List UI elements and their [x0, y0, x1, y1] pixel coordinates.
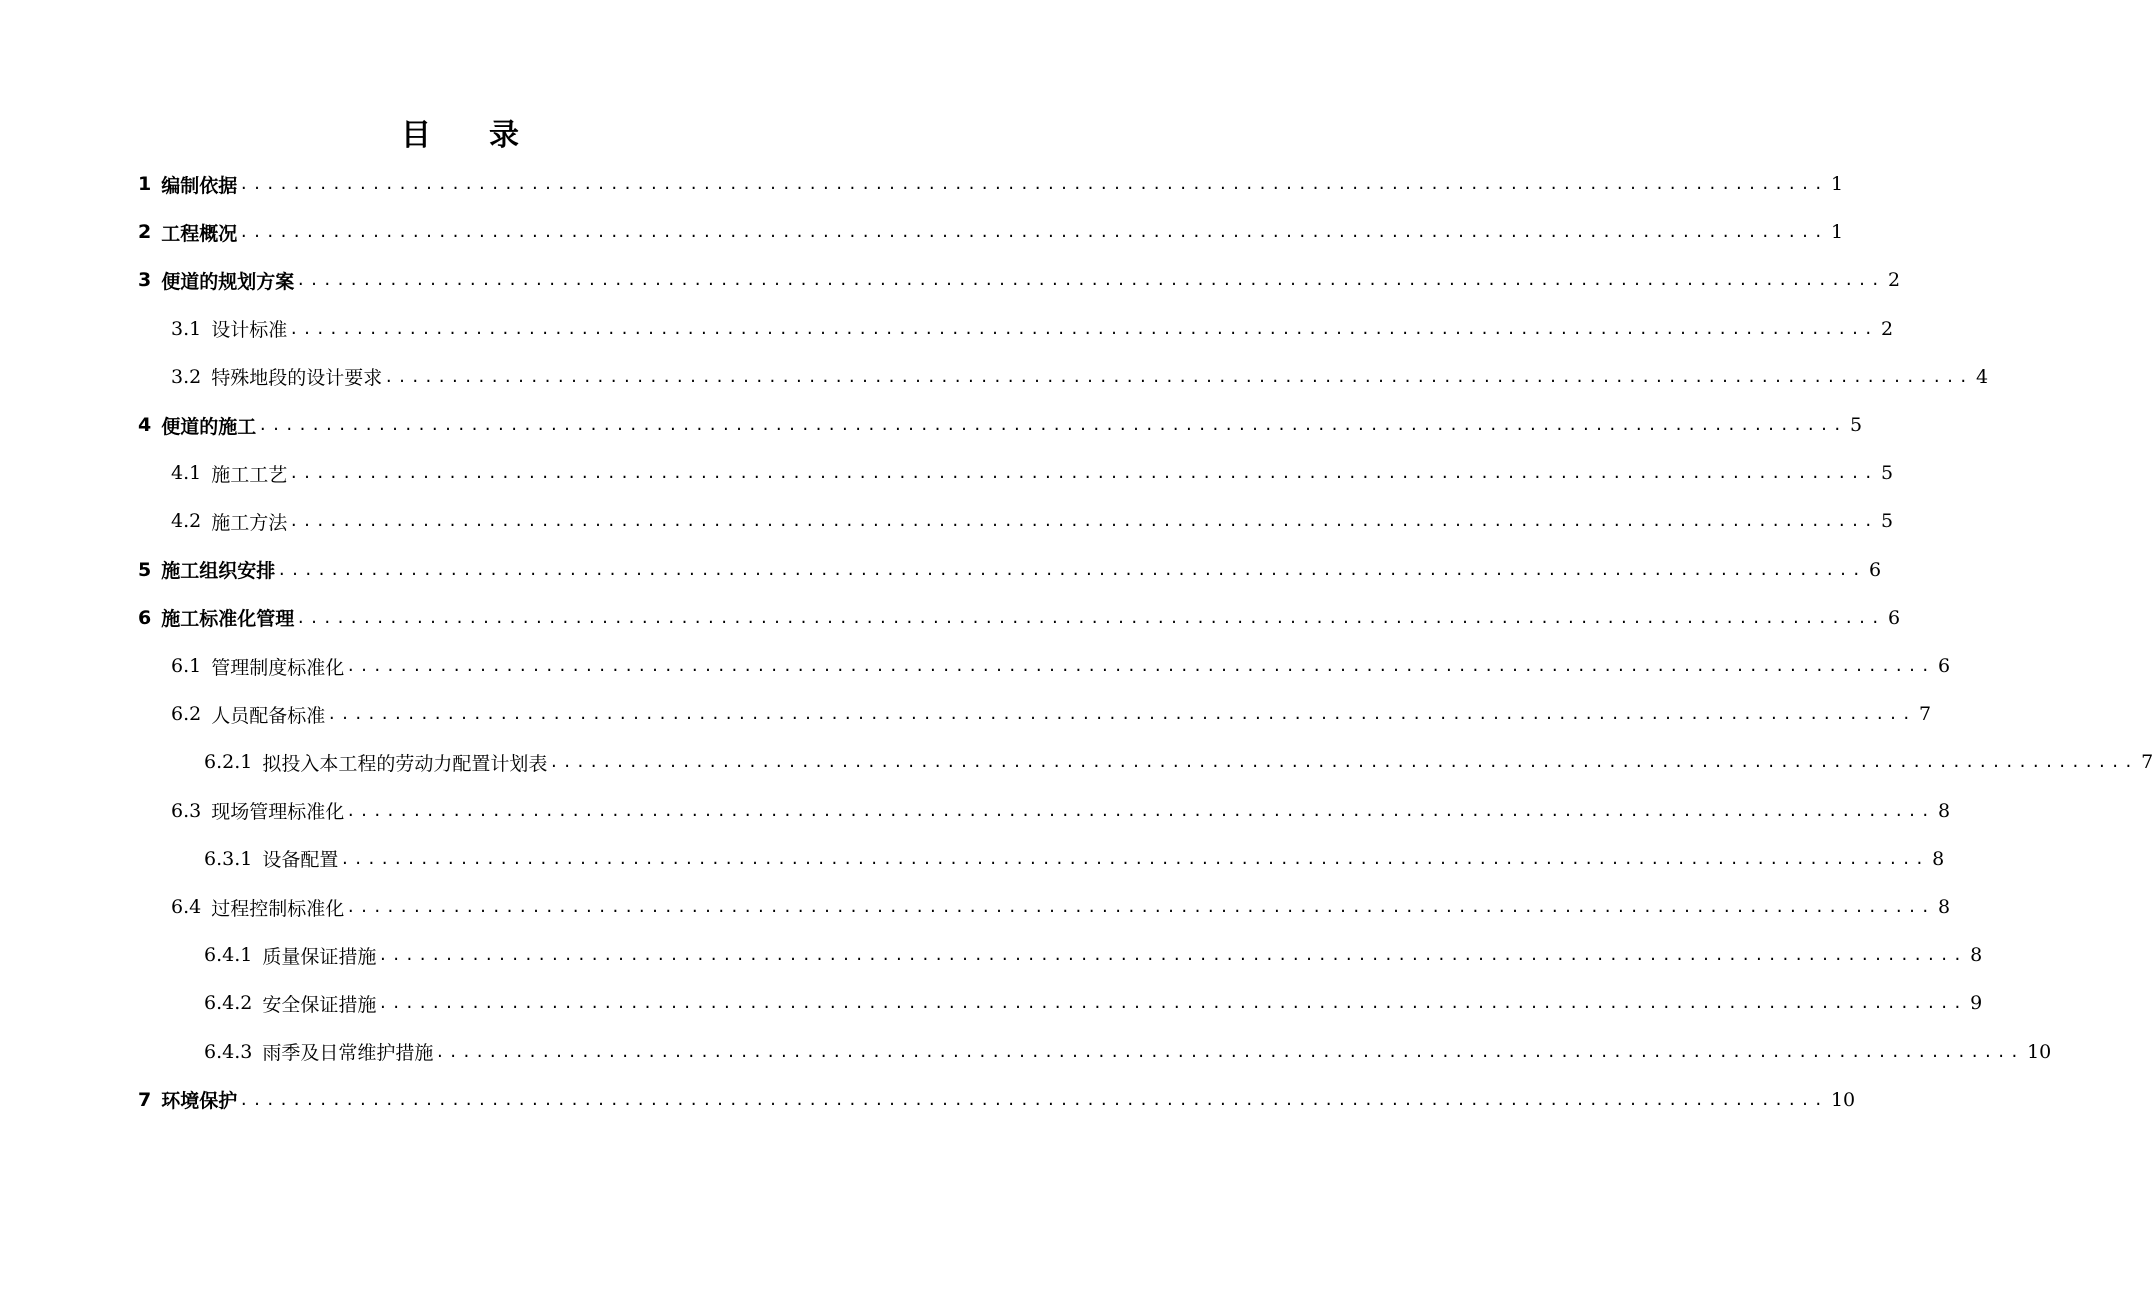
- toc-entry-number: 7: [138, 1088, 152, 1111]
- toc-entry-page-number: 8: [1932, 847, 1945, 870]
- toc-dot-leader: ........................................................................................................................: [277, 560, 1865, 579]
- toc-entry-title: 施工方法: [211, 511, 288, 534]
- toc-entry-page-number: 6: [1937, 655, 1951, 677]
- toc-dot-leader: ........................................................................................................................: [346, 657, 1934, 675]
- toc-dot-leader: ........................................................................................................................: [378, 994, 1967, 1013]
- toc-entry-page-number: 1: [1830, 221, 1844, 244]
- toc-entry-page-number: 1: [1830, 173, 1844, 195]
- toc-entry-number: 5: [138, 558, 152, 581]
- toc-dot-leader: ........................................................................................................................: [378, 946, 1967, 965]
- toc-entry-number: 6.3.1: [204, 847, 253, 870]
- toc-entry[interactable]: [138, 594, 1901, 642]
- toc-entry-number: 6.4.1: [204, 944, 253, 967]
- toc-dot-leader: ........................................................................................................................: [289, 464, 1877, 483]
- toc-entry-title: 施工标准化管理: [161, 608, 295, 631]
- toc-entry-title: 工程概况: [161, 222, 238, 245]
- toc-entry-page-number: 8: [1937, 799, 1951, 822]
- toc-entry-title: 过程控制标准化: [211, 897, 345, 920]
- toc-entry-title: 质量保证措施: [262, 945, 377, 968]
- toc-entry-number: 4: [138, 414, 152, 436]
- toc-entry-page-number: 5: [1880, 510, 1894, 533]
- toc-dot-leader: ........................................................................................................................: [549, 753, 2138, 772]
- toc-entry-title: 施工工艺: [211, 463, 288, 486]
- toc-entry-page-number: 5: [1849, 414, 1863, 436]
- toc-entry-page-number: 7: [1918, 703, 1932, 726]
- toc-entry-title: 拟投入本工程的劳动力配置计划表: [262, 752, 548, 775]
- toc-entry-number: 2: [138, 221, 152, 244]
- toc-entry-title: 施工组织安排: [161, 560, 276, 583]
- toc-entry-page-number: 8: [1937, 896, 1951, 918]
- toc-entry[interactable]: [204, 738, 2153, 786]
- toc-dot-leader: ........................................................................................................................: [435, 1042, 2024, 1061]
- toc-title-left: 目: [401, 118, 431, 153]
- toc-entry-page-number: 2: [1880, 317, 1894, 340]
- toc-entry-number: 6.3: [171, 799, 202, 822]
- toc-dot-leader: ........................................................................................................................: [346, 898, 1934, 916]
- toc-entry-title: 安全保证措施: [262, 993, 377, 1016]
- toc-entry-number: 6.4.2: [204, 992, 253, 1015]
- toc-entry[interactable]: [171, 883, 1951, 931]
- toc-entry-number: 3.1: [171, 317, 202, 340]
- toc-entry-number: 4.2: [171, 510, 202, 533]
- toc-dot-leader: ........................................................................................................................: [258, 416, 1846, 434]
- toc-dot-leader: ........................................................................................................................: [239, 175, 1827, 193]
- toc-entry-page-number: 8: [1970, 944, 1983, 967]
- toc-entry-page-number: 10: [2027, 1040, 2052, 1063]
- toc-entry-number: 1: [138, 173, 152, 195]
- toc-entry-number: 6.2.1: [204, 751, 253, 774]
- toc-entry-number: 6.4: [171, 896, 202, 918]
- toc-entry-title: 编制依据: [161, 174, 238, 197]
- toc-entry[interactable]: [171, 787, 1951, 835]
- toc-entry-title: 便道的施工: [161, 415, 257, 438]
- toc-entry-number: 6.4.3: [204, 1040, 253, 1063]
- toc-entry-page-number: 6: [1887, 606, 1901, 629]
- toc-dot-leader: ........................................................................................................................: [327, 705, 1915, 724]
- toc-entry-title: 环境保护: [161, 1090, 238, 1113]
- toc-entry[interactable]: [171, 642, 1951, 690]
- toc-entry-title: 便道的规划方案: [161, 270, 295, 293]
- toc-entry-page-number: 9: [1970, 992, 1983, 1015]
- toc-dot-leader: ........................................................................................................................: [346, 801, 1934, 820]
- toc-entry-title: 人员配备标准: [211, 704, 326, 727]
- toc-entry-number: 6.1: [171, 655, 202, 677]
- toc-entry[interactable]: [204, 1028, 2052, 1076]
- toc-dot-leader: ........................................................................................................................: [289, 512, 1877, 531]
- toc-title: [0, 112, 920, 160]
- toc-dot-leader: ........................................................................................................................: [239, 223, 1827, 242]
- toc-entry-number: 4.1: [171, 462, 202, 485]
- toc-entry[interactable]: [138, 401, 1863, 449]
- toc-entry-title: 特殊地段的设计要求: [211, 367, 383, 390]
- toc-entry-page-number: 7: [2141, 751, 2153, 774]
- toc-entry[interactable]: [138, 160, 1844, 208]
- toc-entry[interactable]: [138, 1076, 1856, 1124]
- toc-entry[interactable]: [204, 931, 1983, 979]
- toc-entry-number: 6.2: [171, 703, 202, 726]
- toc-dot-leader: ........................................................................................................................: [239, 1090, 1827, 1109]
- toc-entry-title: 设备配置: [262, 849, 339, 872]
- toc-entry-page-number: 4: [1975, 365, 1989, 388]
- toc-entry[interactable]: [204, 979, 1983, 1027]
- toc-entry-title: 现场管理标准化: [211, 801, 345, 824]
- toc-dot-leader: ........................................................................................................................: [340, 849, 1929, 868]
- toc-entry[interactable]: [171, 497, 1894, 545]
- toc-entry[interactable]: [171, 690, 1932, 738]
- toc-entry-page-number: 10: [1830, 1088, 1856, 1111]
- toc-entry[interactable]: [171, 305, 1894, 353]
- toc-entry[interactable]: [171, 449, 1894, 497]
- toc-entry[interactable]: [138, 546, 1882, 594]
- toc-dot-leader: ........................................................................................................................: [296, 608, 1884, 627]
- toc-entry[interactable]: [138, 208, 1844, 256]
- toc-dot-leader: ........................................................................................................................: [289, 319, 1877, 338]
- toc-title-right: 录: [489, 118, 519, 153]
- toc-entry-title: 雨季及日常维护措施: [262, 1042, 434, 1065]
- toc-entry-title: 管理制度标准化: [211, 656, 345, 679]
- toc-entry-number: 3: [138, 269, 152, 292]
- toc-entry[interactable]: [204, 835, 1945, 883]
- toc-entry-title: 设计标准: [211, 319, 288, 342]
- toc-entry-number: 3.2: [171, 365, 202, 388]
- toc-entry-page-number: 5: [1880, 462, 1894, 485]
- toc-entry-page-number: 2: [1887, 269, 1901, 292]
- toc-entry-number: 6: [138, 606, 152, 629]
- toc-entry-page-number: 6: [1868, 558, 1882, 581]
- toc-dot-leader: ........................................................................................................................: [296, 271, 1884, 290]
- toc-entry[interactable]: [138, 256, 1901, 304]
- toc-dot-leader: ........................................................................................................................: [384, 367, 1972, 386]
- toc-entry[interactable]: [171, 353, 1989, 401]
